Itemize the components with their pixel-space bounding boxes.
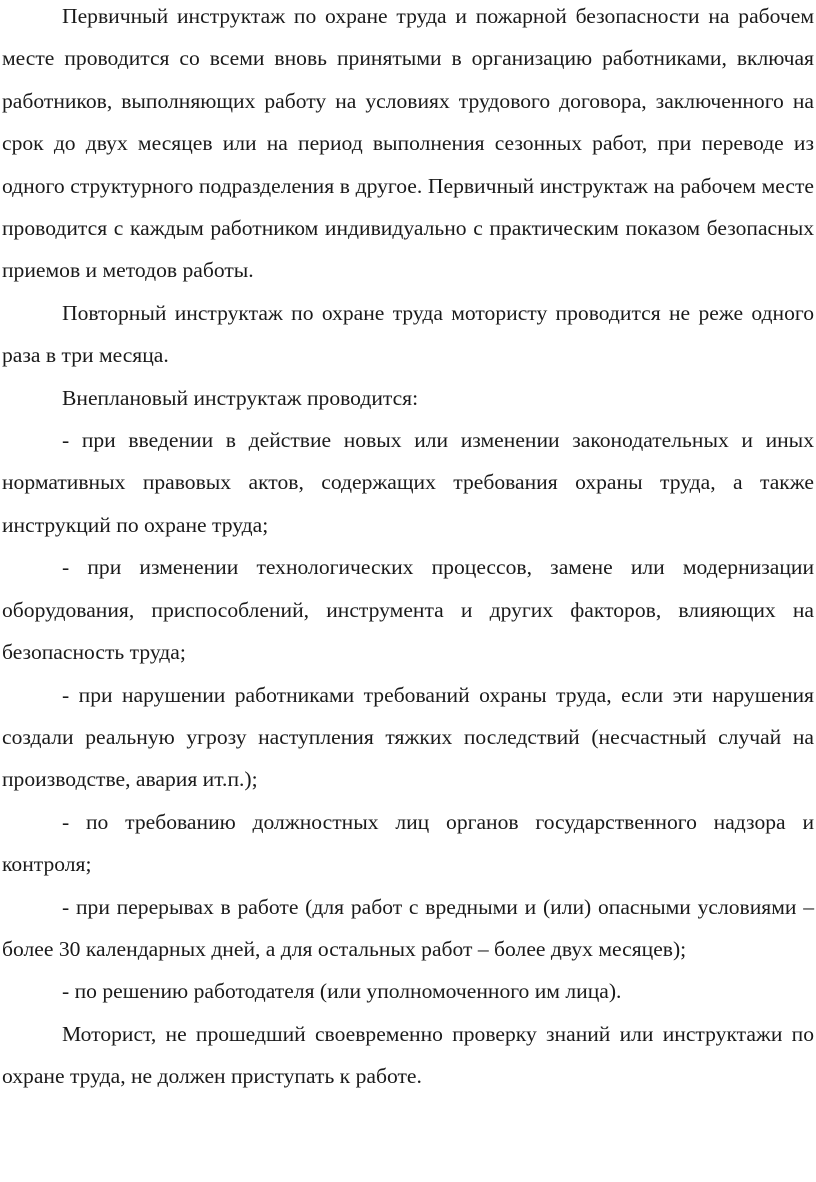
list-item-work-break: - при перерывах в работе (для работ с вредными и (или) опасными условиями – более 30 календарных дней, а для остальных работ – более двух месяцев); — [2, 894, 814, 961]
list-item-new-legislation: - при введении в действие новых или изменении законодательных и иных нормативных правовых актов, содержащих требования охраны труда, а также инструкций по охране труда; — [2, 428, 814, 537]
paragraph-primary-briefing: Первичный инструктаж по охране труда и пожарной безопасности на рабочем месте проводится со всеми вновь принятыми в организацию работниками, включая работников, выполняющих работу на условиях трудового договора, заключенного на срок до двух месяцев или на период выполнения сезонных работ, при переводе из одного структурного подразделения в другое. Первичный инструктаж на рабочем месте проводится с каждым работником индивидуально с практическим показом безопасных приемов и методов работы. — [2, 4, 814, 283]
paragraph-conclusion: Моторист, не прошедший своевременно проверку знаний или инструктажи по охране труда, не должен приступать к работе. — [2, 1021, 814, 1089]
list-item-process-change: - при изменении технологических процессов, замене или модернизации оборудования, приспособлений, инструмента и других факторов, влияющих на безопасность труда; — [2, 555, 814, 665]
paragraph-unscheduled-intro: Внеплановый инструктаж проводится: — [62, 385, 419, 410]
list-item-violation: - при нарушении работниками требований охраны труда, если эти нарушения создали реальную угрозу наступления тяжких последствий (несчастный случай на производстве, авария ит.п.); — [2, 682, 814, 792]
list-item-employer-decision: - по решению работодателя (или уполномоченного им лица). — [62, 979, 622, 1004]
list-item-supervisor-request: - по требованию должностных лиц органов государственного надзора и контроля; — [2, 809, 814, 877]
paragraph-repeat-briefing: Повторный инструктаж по охране труда мотористу проводится не реже одного раза в три месяца. — [2, 300, 814, 368]
